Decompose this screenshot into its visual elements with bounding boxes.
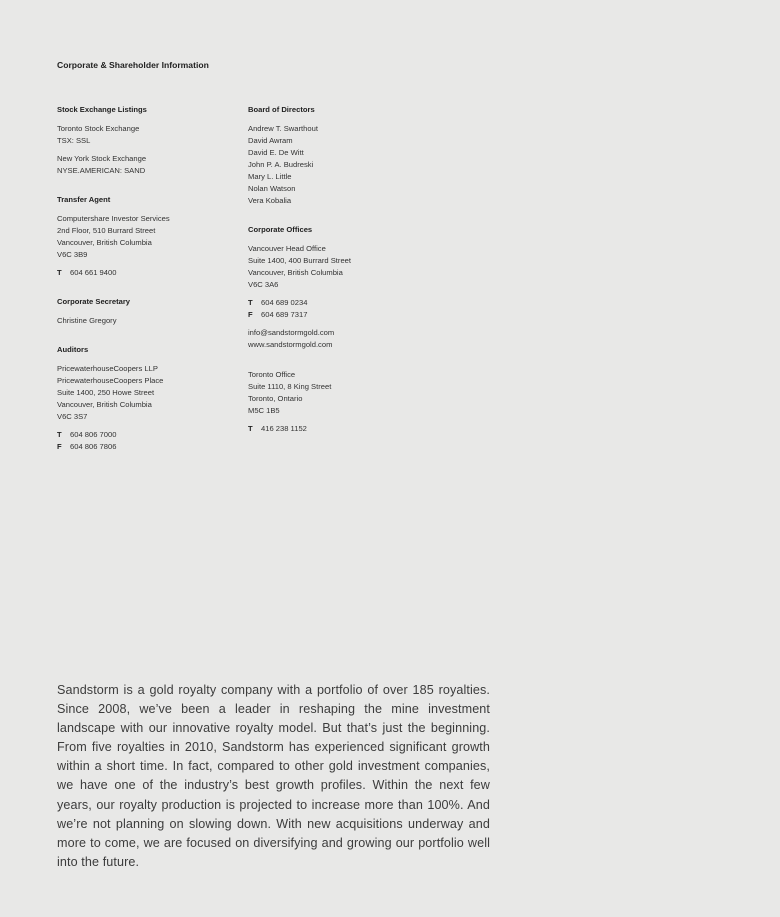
board-section — [248, 105, 428, 207]
address-line: Vancouver, British Columbia — [57, 400, 152, 409]
corporate-secretary-title: Corporate Secretary — [57, 297, 131, 306]
transfer-agent-phone — [57, 267, 237, 279]
stock-exchange-section — [57, 105, 237, 177]
fax-label: F — [248, 310, 253, 319]
website-link[interactable]: www.sandstormgold.com — [248, 340, 333, 349]
office-line: Suite 1400, 400 Burrard Street — [248, 256, 352, 265]
right-column — [248, 105, 428, 435]
fax-label: F — [57, 442, 62, 451]
phone-label: T — [248, 298, 253, 307]
fax-number: 604 689 7317 — [261, 310, 308, 319]
fax-number: 604 806 7806 — [70, 442, 117, 451]
left-column — [57, 105, 237, 453]
address-line: Suite 1400, 250 Howe Street — [57, 388, 155, 397]
phone-number: 416 238 1152 — [261, 424, 307, 433]
corporate-offices-section — [248, 225, 428, 435]
about-paragraph: Sandstorm is a gold royalty company with a portfolio of over 185 royalties. Since 2008, we’ve been a leader in reshaping the mine investment landscape with our innovative royalty model. But that’s just the beginning. From five royalties in 2010, Sandstorm has experienced significant growth within a short time. In fact, compared to other gold investment companies, we have one of the industry’s best growth profiles. Within the next few years, our royalty production is projected to increase more than 100%. And we’re not planning on slowing down. With new acquisitions underway and more to come, we are focused on diversifying and growing our portfolio well into the future. — [57, 683, 490, 869]
phone-number: 604 806 7000 — [70, 430, 117, 439]
phone-number: 604 689 0234 — [261, 298, 308, 307]
vancouver-phone — [248, 297, 428, 309]
nyse-name: New York Stock Exchange — [57, 154, 147, 163]
tsx-symbol: TSX: SSL — [57, 136, 91, 145]
phone-label: T — [248, 424, 253, 433]
board-title: Board of Directors — [248, 105, 315, 114]
toronto-phone — [248, 423, 428, 435]
office-line: M5C 1B5 — [248, 406, 280, 415]
address-line: V6C 3B9 — [57, 250, 88, 259]
auditors-fax — [57, 441, 237, 453]
board-member: Mary L. Little — [248, 172, 292, 181]
corporate-secretary-section — [57, 297, 237, 327]
tsx-name: Toronto Stock Exchange — [57, 124, 140, 133]
board-member: David E. De Witt — [248, 148, 304, 157]
transfer-agent-section — [57, 195, 237, 279]
address-line: 2nd Floor, 510 Burrard Street — [57, 226, 156, 235]
corporate-offices-title: Corporate Offices — [248, 225, 313, 234]
vancouver-fax — [248, 309, 428, 321]
auditors-title: Auditors — [57, 345, 89, 354]
board-member: Vera Kobalia — [248, 196, 292, 205]
nyse-symbol: NYSE.AMERICAN: SAND — [57, 166, 146, 175]
office-line: Suite 1110, 8 King Street — [248, 382, 332, 391]
address-line: V6C 3S7 — [57, 412, 88, 421]
address-line: Vancouver, British Columbia — [57, 238, 152, 247]
phone-label: T — [57, 268, 62, 277]
board-member: David Awram — [248, 136, 293, 145]
transfer-agent-title: Transfer Agent — [57, 195, 111, 204]
office-line: V6C 3A6 — [248, 280, 279, 289]
secretary-name: Christine Gregory — [57, 316, 117, 325]
address-line: PricewaterhouseCoopers Place — [57, 376, 164, 385]
email-link[interactable]: info@sandstormgold.com — [248, 328, 335, 337]
auditors-phone — [57, 429, 237, 441]
auditors-section — [57, 345, 237, 453]
address-line: PricewaterhouseCoopers LLP — [57, 364, 158, 373]
page-title: Corporate & Shareholder Information — [57, 60, 209, 70]
board-member: John P. A. Budreski — [248, 160, 314, 169]
address-line: Computershare Investor Services — [57, 214, 170, 223]
phone-number: 604 661 9400 — [70, 268, 117, 277]
board-member: Andrew T. Swarthout — [248, 124, 318, 133]
office-line: Vancouver, British Columbia — [248, 268, 343, 277]
office-line: Toronto Office — [248, 370, 296, 379]
board-member: Nolan Watson — [248, 184, 296, 193]
office-line: Vancouver Head Office — [248, 244, 326, 253]
stock-exchange-title: Stock Exchange Listings — [57, 105, 147, 114]
office-line: Toronto, Ontario — [248, 394, 303, 403]
phone-label: T — [57, 430, 62, 439]
